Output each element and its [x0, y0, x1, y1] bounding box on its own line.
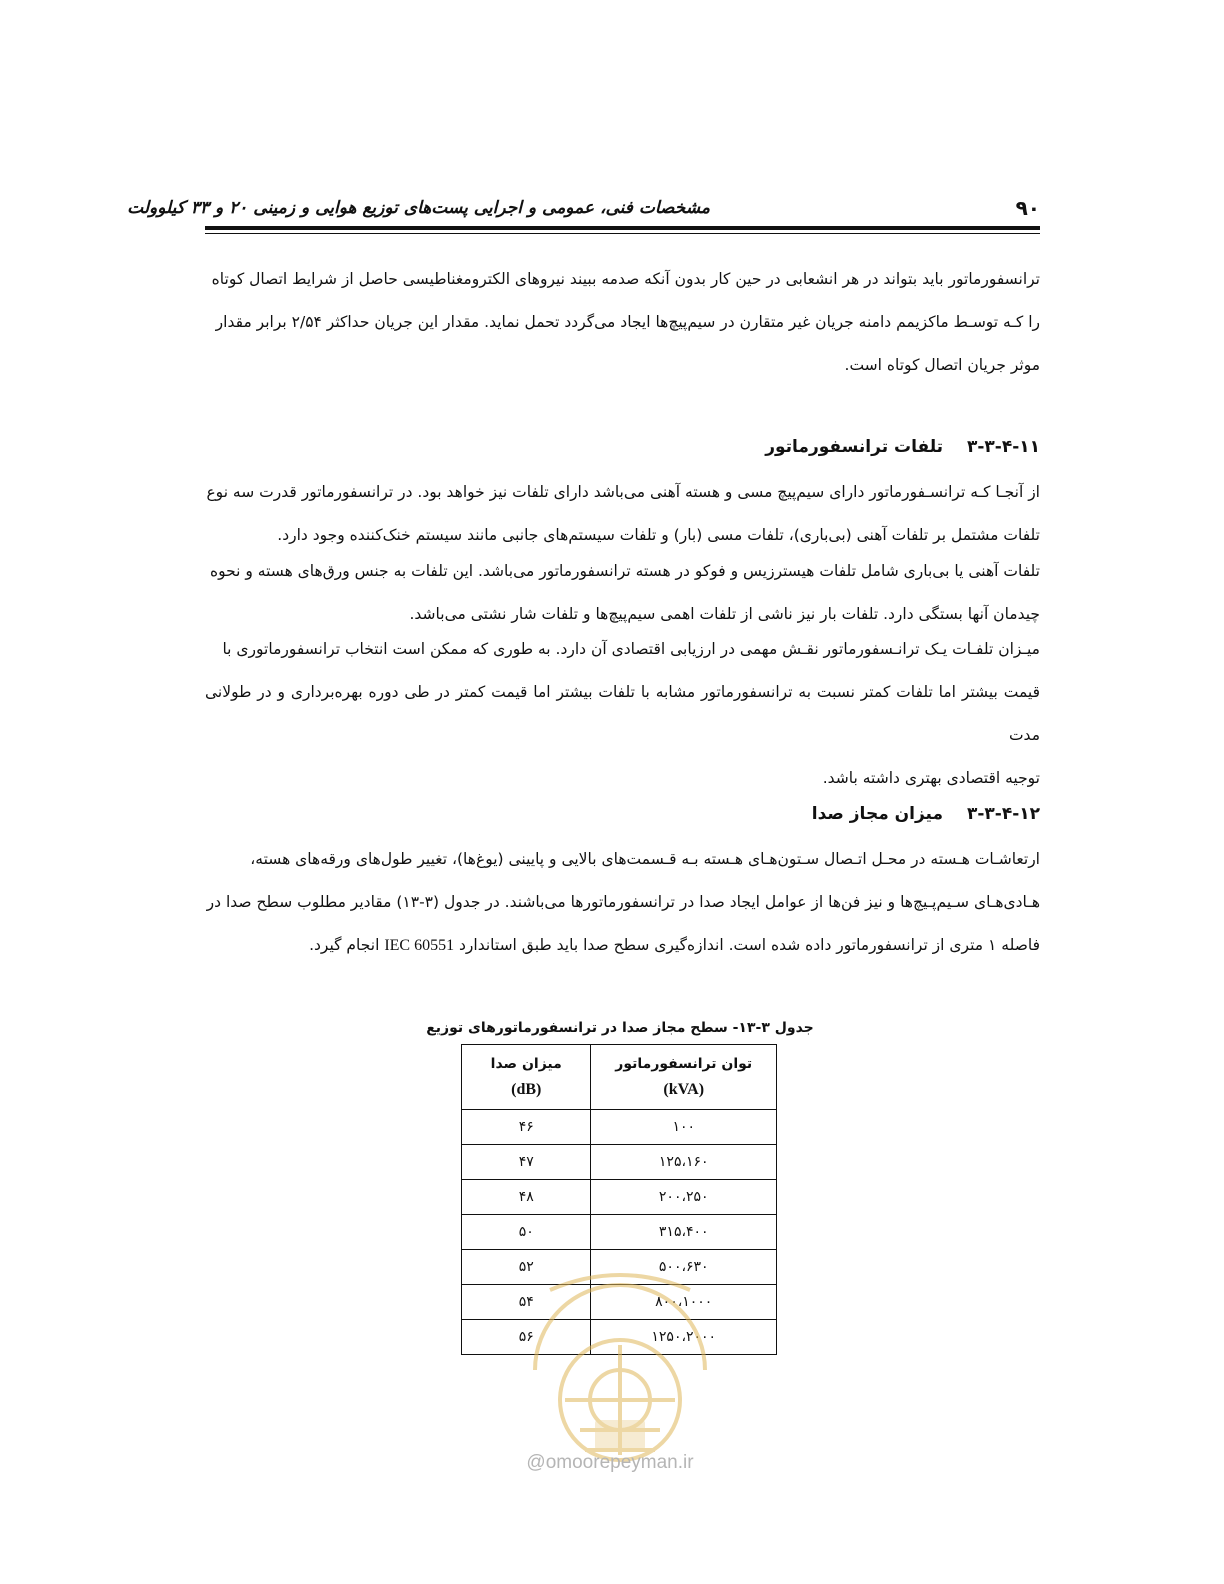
table-row: [462, 1110, 777, 1145]
cell-power: ۸۰۰،۱۰۰۰: [591, 1285, 777, 1320]
cell-noise: ۵۲: [462, 1250, 591, 1285]
intro-line-3: موثر جریان اتصال کوتاه است.: [844, 356, 1040, 374]
header-rule-thin: [205, 233, 1040, 234]
section-11-number: ۳-۳-۴-۱۱: [966, 437, 1040, 457]
cell-power: ۱۲۵،۱۶۰: [591, 1145, 777, 1180]
section-11-p2-line-1: تلفات آهنی یا بی‌باری شامل تلفات هیسترزیس و فوکو در هسته ترانسفورماتور می‌باشد. این تلفات به جنس ورق‌های هسته و نحوه: [209, 562, 1040, 580]
cell-noise: ۴۶: [462, 1110, 591, 1145]
section-11-paragraph-3: [205, 628, 1040, 800]
section-11-p3-line-2: قیمت بیشتر اما تلفات کمتر نسبت به ترانسفورماتور مشابه با تلفات بیشتر اما قیمت کمتر در طی دوره بهره‌برداری و در طولانی مدت: [205, 683, 1040, 744]
header-rule-thick: [205, 226, 1040, 230]
header-power-unit: (kVA): [663, 1081, 705, 1098]
intro-line-2: را کـه توسـط ماکزیمم دامنه جریان غیر متقارن در سیم‌پیچ‌ها ایجاد می‌گردد تحمل نماید. مقدار این جریان حداکثر ۲/۵۴ برابر مقدار: [215, 313, 1040, 331]
cell-power: ۳۱۵،۴۰۰: [591, 1215, 777, 1250]
section-12-title: میزان مجاز صدا: [811, 804, 944, 824]
watermark-site-text: @omoorepeyman.ir: [526, 1452, 694, 1473]
header-transformer-power: [591, 1045, 777, 1110]
table-header-row: [462, 1045, 777, 1110]
table-row: [462, 1180, 777, 1215]
cell-power: ۲۰۰،۲۵۰: [591, 1180, 777, 1215]
section-11-p1-line-2: تلفات مشتمل بر تلفات آهنی (بی‌باری)، تلفات مسی (بار) و تلفات سیستم‌های جانبی مانند سیستم خنک‌کننده وجود دارد.: [277, 526, 1040, 544]
section-12-line-1: ارتعاشـات هـسته در محـل اتـصال سـتون‌هـای هـسته بـه قـسمت‌های بالایی و پایینی (یوغ‌ها)، تغییر طول‌های ورقه‌های هسته،: [250, 850, 1040, 868]
section-12-line-3a: فاصله ۱ متری از ترانسفورماتور داده شده است. اندازه‌گیری سطح صدا باید طبق استاندارد: [459, 936, 1040, 954]
section-11-p3-line-1: میـزان تلفـات یـک ترانـسفورماتور نقـش مهمی در ارزیابی اقتصادی آن دارد. به طوری که ممکن است انتخاب ترانسفورماتوری با: [222, 640, 1040, 658]
section-11-p1-line-1: از آنجـا کـه ترانسـفورماتور دارای سیم‌پیچ مسی و هسته آهنی می‌باشد دارای تلفات نیز خواهد بود. در ترانسفورماتور قدرت سه نوع: [206, 483, 1040, 501]
intro-line-1: ترانسفورماتور باید بتواند در هر انشعابی در حین کار بدون آنکه صدمه ببیند نیروهای الکترومغناطیسی حاصل از شرایط اتصال کوتاه: [211, 270, 1040, 288]
table-row: [462, 1145, 777, 1180]
cell-power: ۱۰۰: [591, 1110, 777, 1145]
page-number: ۹۰: [1015, 196, 1040, 220]
watermark-emblem-icon: [495, 1250, 745, 1480]
header-power-label: توان ترانسفورماتور: [615, 1056, 753, 1072]
section-12-line-2: هـادی‌هـای سـیم‌پـیچ‌ها و نیز فن‌ها از عوامل ایجاد صدا در ترانسفورماتورها می‌باشند. در جدول (۳-۱۳) مقادیر مطلوب سطح صدا در: [206, 893, 1040, 911]
section-11-title: تلفات ترانسفورماتور: [765, 437, 944, 457]
section-11-heading: [205, 437, 1040, 457]
section-12-line-3b: انجام گیرد.: [309, 936, 380, 954]
section-11-p2-line-2: چیدمان آنها بستگی دارد. تلفات بار نیز ناشی از تلفات اهمی سیم‌پیچ‌ها و تلفات شار نشتی می‌باشد.: [409, 605, 1040, 623]
cell-noise: ۴۸: [462, 1180, 591, 1215]
section-11-p3-line-3: توجیه اقتصادی بهتری داشته باشد.: [822, 769, 1040, 787]
table-caption: جدول ۳-۱۳- سطح مجاز صدا در ترانسفورماتورهای توزیع: [426, 1020, 814, 1036]
cell-noise: ۵۶: [462, 1320, 591, 1355]
section-11-paragraph-2: [205, 550, 1040, 636]
table-row: [462, 1215, 777, 1250]
section-12-heading: [205, 804, 1040, 824]
header-noise-label: میزان صدا: [490, 1056, 562, 1072]
intro-paragraph: [205, 258, 1040, 387]
cell-power: ۵۰۰،۶۳۰: [591, 1250, 777, 1285]
cell-noise: ۴۷: [462, 1145, 591, 1180]
header-noise-level: [462, 1045, 591, 1110]
cell-noise: ۵۰: [462, 1215, 591, 1250]
cell-noise: ۵۴: [462, 1285, 591, 1320]
section-12-paragraph: [205, 838, 1040, 967]
cell-power: ۱۲۵۰،۲۰۰۰: [591, 1320, 777, 1355]
running-header: [127, 196, 1040, 224]
section-12-number: ۳-۳-۴-۱۲: [966, 804, 1040, 824]
header-noise-unit: (dB): [511, 1081, 542, 1098]
running-header-title: مشخصات فنی، عمومی و اجرایی پست‌های توزیع هوایی و زمینی ۲۰ و ۳۳ کیلوولت: [127, 198, 710, 218]
section-11-paragraph-1: [205, 471, 1040, 557]
standard-reference: IEC 60551: [384, 937, 455, 954]
